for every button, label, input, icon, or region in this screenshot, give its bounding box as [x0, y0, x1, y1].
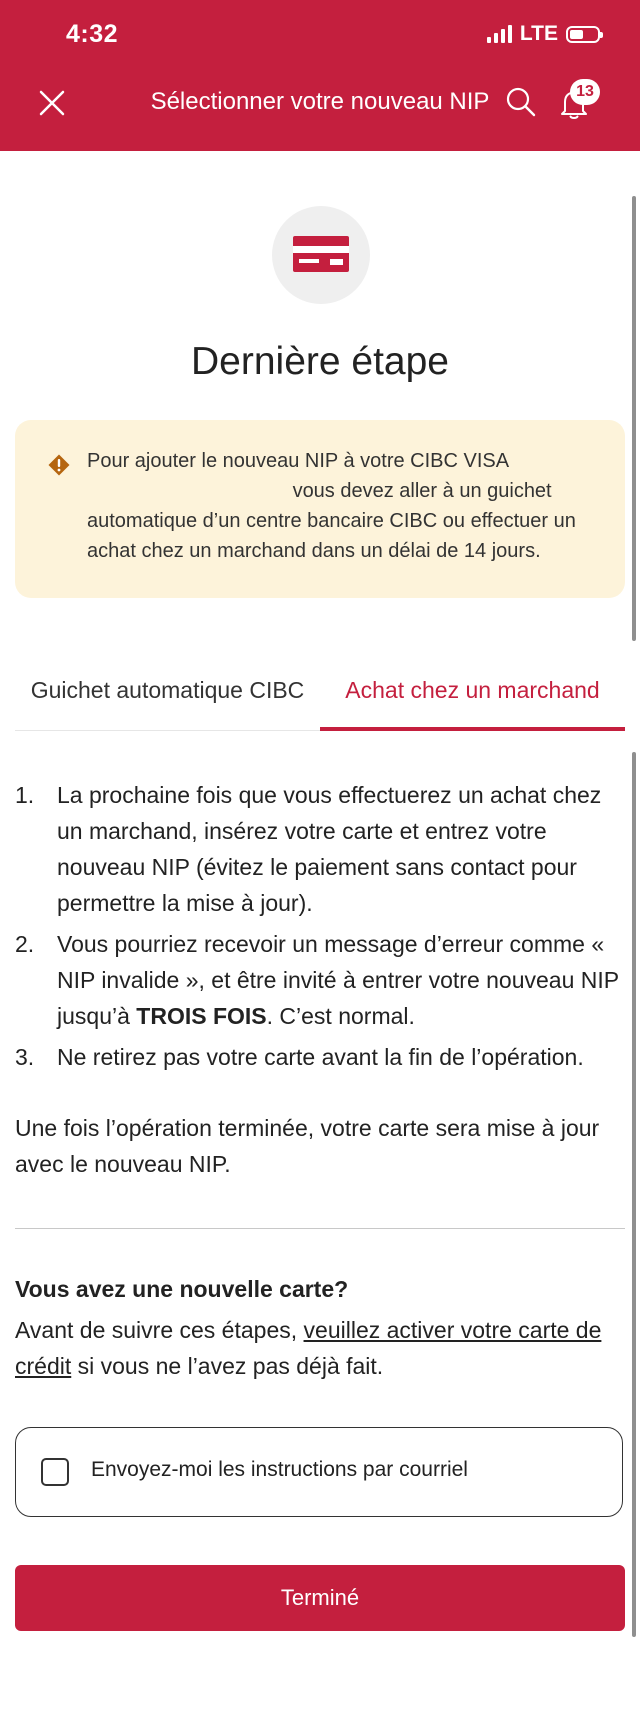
step-number: 2.	[15, 931, 35, 957]
tab-merchant-label: Achat chez un marchand	[345, 676, 600, 703]
step-text: Ne retirez pas votre carte avant la fin de l’opération.	[57, 1044, 584, 1070]
notice-line-2: vous devez aller à un guichet automatique d’un centre bancaire CIBC ou effectuer un achat chez un marchand dans un délai de 14 jours.	[87, 480, 576, 562]
email-checkbox-label: Envoyez-moi les instructions par courriel	[91, 1458, 468, 1481]
header-title: Sélectionner votre nouveau NIP	[150, 88, 490, 115]
tab-atm-label: Guichet automatique CIBC	[30, 676, 305, 703]
new-card-text-start: Avant de suivre ces étapes,	[15, 1317, 298, 1343]
new-card-text	[15, 1312, 625, 1384]
new-card-heading: Vous avez une nouvelle carte?	[15, 1276, 349, 1302]
step-text-end: . C’est normal.	[266, 1003, 415, 1029]
app-header	[0, 0, 640, 151]
steps-list	[15, 777, 625, 1080]
divider	[15, 1228, 625, 1229]
email-checkbox[interactable]	[41, 1458, 69, 1486]
step-number: 3.	[15, 1044, 35, 1070]
notice-line-1: Pour ajouter le nouveau NIP à votre CIBC VISA	[87, 450, 510, 472]
email-instructions-option[interactable]	[15, 1427, 623, 1517]
new-card-text-end: si vous ne l’avez pas déjà fait.	[77, 1353, 384, 1379]
network-label: LTE	[519, 22, 558, 45]
warning-icon	[47, 453, 71, 477]
step-text: La prochaine fois que vous effectuerez un achat chez un marchand, insérez votre carte et entrez votre nouveau NIP (évitez le paiement sans contact pour permettre la mise à jour).	[57, 782, 602, 916]
tab-selected-indicator	[320, 727, 625, 731]
step-number: 1.	[15, 782, 35, 808]
content-scrollbar[interactable]	[632, 752, 636, 1637]
step-text: Vous pourriez recevoir un message d’erreur comme « NIP invalide », et être invité à entrer votre nouveau NIP jusqu’à	[57, 931, 619, 1029]
redacted-card-number	[87, 496, 287, 497]
step-bold-text: TROIS FOIS	[136, 1003, 267, 1029]
list-item	[15, 1039, 625, 1075]
done-button[interactable]: Terminé	[15, 1565, 625, 1631]
notification-badge: 13	[570, 79, 600, 105]
info-notice	[15, 420, 625, 598]
tab-atm[interactable]	[15, 650, 320, 730]
list-item	[15, 926, 625, 1034]
page-title: Dernière étape	[191, 340, 449, 383]
completion-text: Une fois l’opération terminée, votre carte sera mise à jour avec le nouveau NIP.	[15, 1115, 600, 1177]
battery-icon	[566, 26, 600, 43]
notice-text	[87, 446, 607, 566]
card-illustration	[272, 206, 370, 304]
tab-merchant[interactable]	[320, 650, 625, 730]
page-scrollbar[interactable]	[632, 196, 636, 641]
method-tabs	[15, 650, 625, 731]
activate-card-link[interactable]: veuillez activer votre carte de crédit	[15, 1317, 602, 1379]
signal-icon	[487, 25, 512, 43]
credit-card-icon	[272, 206, 370, 304]
status-time: 4:32	[66, 20, 119, 48]
list-item	[15, 777, 625, 921]
status-indicators	[487, 22, 600, 46]
search-icon[interactable]	[505, 86, 537, 118]
